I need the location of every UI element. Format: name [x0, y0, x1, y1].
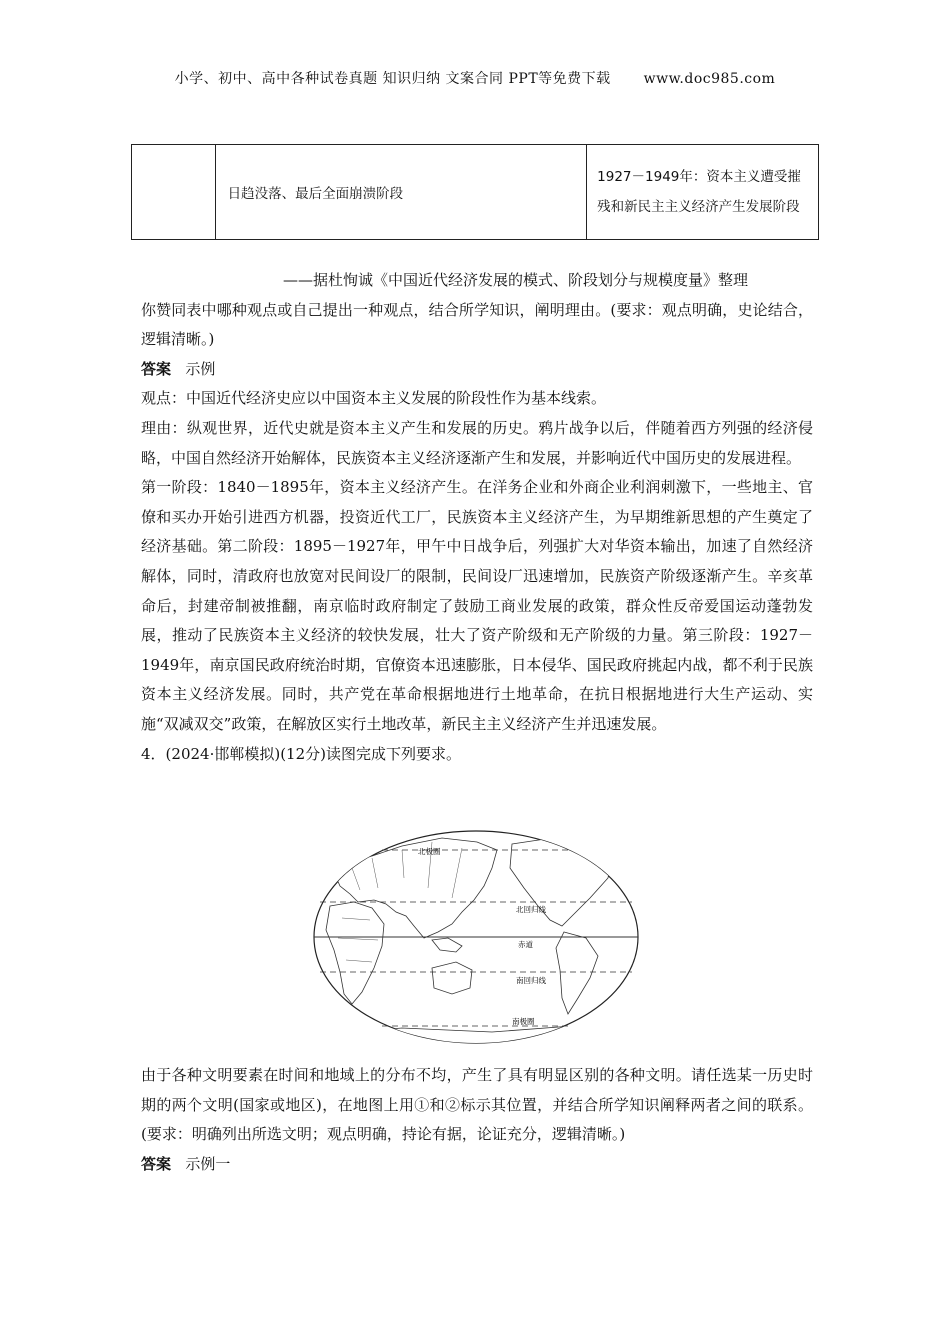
- main-text: [141, 266, 813, 769]
- label-equator: 赤道: [518, 940, 533, 949]
- question-3: 你赞同表中哪种观点或自己提出一种观点，结合所学知识，阐明理由。(要求：观点明确，史论结合，逻辑清晰。): [141, 300, 813, 349]
- stage-table: [131, 144, 819, 240]
- answer-stages: 第一阶段：1840－1895年，资本主义经济产生。在洋务企业和外商企业利润刺激下，一些地主、官僚和买办开始引进西方机器，投资近代工厂，民族资本主义经济产生，为早期维新思想的产生奠定了经济基础。第二阶段：1895－1927年，甲午中日战争后，列强扩大对华资本输出，加速了自然经济解体，同时，清政府也放宽对民间设厂的限制，民间设厂迅速增加，民族资产阶级逐渐产生。辛亥革命后，封建帝制被推翻，南京临时政府制定了鼓励工商业发展的政策，群众性反帝爱国运动蓬勃发展，推动了民族资本主义经济的较快发展，壮大了资产阶级和无产阶级的力量。第三阶段：1927－1949年，南京国民政府统治时期，官僚资本迅速膨胀，日本侵华、国民政府挑起内战，都不利于民族资本主义经济发展。同时，共产党在革命根据地进行土地革命，在抗日根据地进行大生产运动、实施“双减双交”政策，在解放区实行土地改革，新民主主义经济产生并迅速发展。: [141, 478, 813, 733]
- answer-4-example: 示例一: [185, 1154, 231, 1173]
- label-antarctic: 南极圈: [512, 1017, 535, 1026]
- answer-reason: 理由：纵观世界，近代史就是资本主义产生和发展的历史。鸦片战争以后，伴随着西方列强的经济侵略，中国自然经济开始解体，民族资本主义经济逐渐产生和发展，并影响近代中国历史的发展进程。: [141, 418, 813, 467]
- header-site: www.doc985.com: [643, 71, 776, 87]
- question-4-body-block: [141, 1061, 813, 1179]
- table-cell-col3: 1927－1949年：资本主义遭受摧残和新民主主义经济产生发展阶段: [587, 145, 819, 240]
- answer-4-heading: [141, 1150, 813, 1180]
- australia-landmass: [432, 962, 472, 994]
- answer-label: 答案: [141, 359, 172, 378]
- page-header: [0, 68, 950, 88]
- label-tropic-capricorn: 南回归线: [516, 976, 546, 985]
- label-tropic-cancer: 北回归线: [516, 905, 546, 914]
- table-row: [132, 145, 819, 240]
- answer-example: 示例: [185, 359, 216, 378]
- header-text: 小学、初中、高中各种试卷真题 知识归纳 文案合同 PPT等免费下载: [174, 71, 611, 87]
- world-map: [312, 828, 640, 1046]
- table-cell-empty: [132, 145, 216, 240]
- label-arctic: 北极圈: [418, 847, 441, 856]
- source-citation: ——据杜恂诚《中国近代经济发展的模式、阶段划分与规模度量》整理: [283, 271, 749, 289]
- answer-4-label: 答案: [141, 1154, 172, 1173]
- table-cell-col2: 日趋没落、最后全面崩溃阶段: [215, 145, 587, 240]
- answer-heading: [141, 355, 813, 385]
- answer-view: 观点：中国近代经济史应以中国资本主义发展的阶段性作为基本线索。: [141, 389, 607, 408]
- question-4-body: 由于各种文明要素在时间和地域上的分布不均，产生了具有明显区别的各种文明。请任选某一历史时期的两个文明(国家或地区)，在地图上用①和②标示其位置，并结合所学知识阐释两者之间的联系。(要求：明确列出所选文明；观点明确，持论有据，论证充分，逻辑清晰。): [141, 1066, 813, 1144]
- question-4-title: 4．(2024·邯郸模拟)(12分)读图完成下列要求。: [141, 744, 461, 763]
